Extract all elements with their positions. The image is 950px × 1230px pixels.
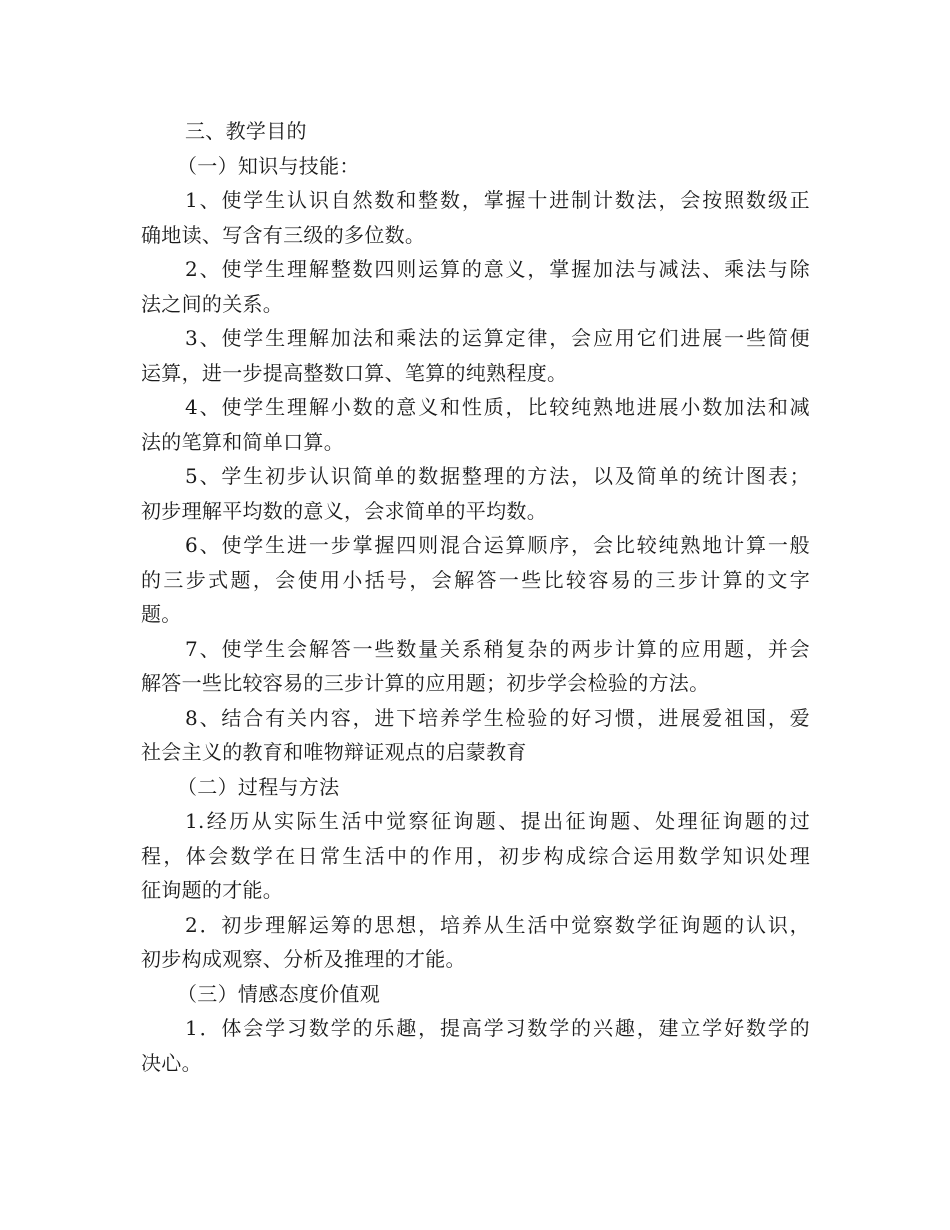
- paragraph-line: 4、使学生理解小数的意义和性质，比较纯熟地进展小数加法和减: [185, 395, 810, 419]
- list-item: [141, 183, 810, 252]
- paragraph-line: 3、使学生理解加法和乘法的运算定律，会应用它们进展一些简便: [185, 326, 810, 350]
- list-item: [141, 632, 810, 701]
- paragraph-line: 决心。: [141, 1050, 202, 1075]
- list-item: [141, 701, 810, 770]
- subsection-title: （二）过程与方法: [177, 774, 340, 799]
- paragraph-line: 法的笔算和简单口算。: [141, 429, 344, 454]
- list-item: [141, 804, 810, 908]
- paragraph-line: 6、使学生进一步掌握四则混合运算顺序，会比较纯熟地计算一般: [185, 533, 810, 557]
- paragraph-line: 题。: [141, 602, 182, 626]
- paragraph-line: 解答一些比较容易的三步计算的应用题；初步学会检验的方法。: [141, 671, 710, 695]
- paragraph-line: 1.经历从实际生活中觉察征询题、提出征询题、处理征询题的过: [185, 809, 810, 833]
- paragraph-line: 初步理解平均数的意义，会求简单的平均数。: [141, 498, 547, 523]
- list-item: [141, 390, 810, 459]
- list-item: [141, 459, 810, 528]
- paragraph-line: 程，体会数学在日常生活中的作用，初步构成综合运用数学知识处理: [141, 843, 810, 868]
- document-body: [141, 114, 810, 1080]
- paragraph-line: 初步构成观察、分析及推理的才能。: [141, 947, 466, 971]
- paragraph-line: 5、学生初步认识简单的数据整理的方法，以及简单的统计图表；: [185, 464, 810, 488]
- paragraph-line: 1．体会学习数学的乐趣，提高学习数学的兴趣，建立学好数学的: [185, 1016, 810, 1040]
- list-item: [141, 1011, 810, 1080]
- list-item: [141, 908, 810, 977]
- paragraph-line: 确地读、写含有三级的多位数。: [141, 222, 426, 247]
- section-heading: 三、教学目的: [185, 119, 307, 143]
- list-item: [141, 321, 810, 390]
- paragraph-line: 2．初步理解运筹的思想，培养从生活中觉察数学征询题的认识，: [185, 912, 810, 937]
- list-item: [141, 528, 810, 632]
- paragraph-line: 7、使学生会解答一些数量关系稍复杂的两步计算的应用题，并会: [185, 636, 810, 661]
- paragraph-line: 8、结合有关内容，进下培养学生检验的好习惯，进展爱祖国，爱: [185, 705, 810, 730]
- paragraph-line: 1、使学生认识自然数和整数，掌握十进制计数法，会按照数级正: [185, 188, 810, 212]
- list-item: [141, 252, 810, 321]
- subsection-title: （三）情感态度价值观: [177, 981, 380, 1006]
- paragraph-line: 社会主义的教育和唯物辩证观点的启蒙教育: [141, 740, 527, 764]
- paragraph-line: 的三步式题，会使用小括号，会解答一些比较容易的三步计算的文字: [141, 567, 810, 592]
- paragraph-line: 2、使学生理解整数四则运算的意义，掌握加法与减法、乘法与除: [185, 257, 810, 281]
- paragraph-line: 法之间的关系。: [141, 291, 284, 316]
- paragraph-line: 运算，进一步提高整数口算、笔算的纯熟程度。: [141, 360, 568, 385]
- paragraph-line: 征询题的才能。: [141, 878, 284, 902]
- subsection-title: （一）知识与技能：: [177, 153, 360, 178]
